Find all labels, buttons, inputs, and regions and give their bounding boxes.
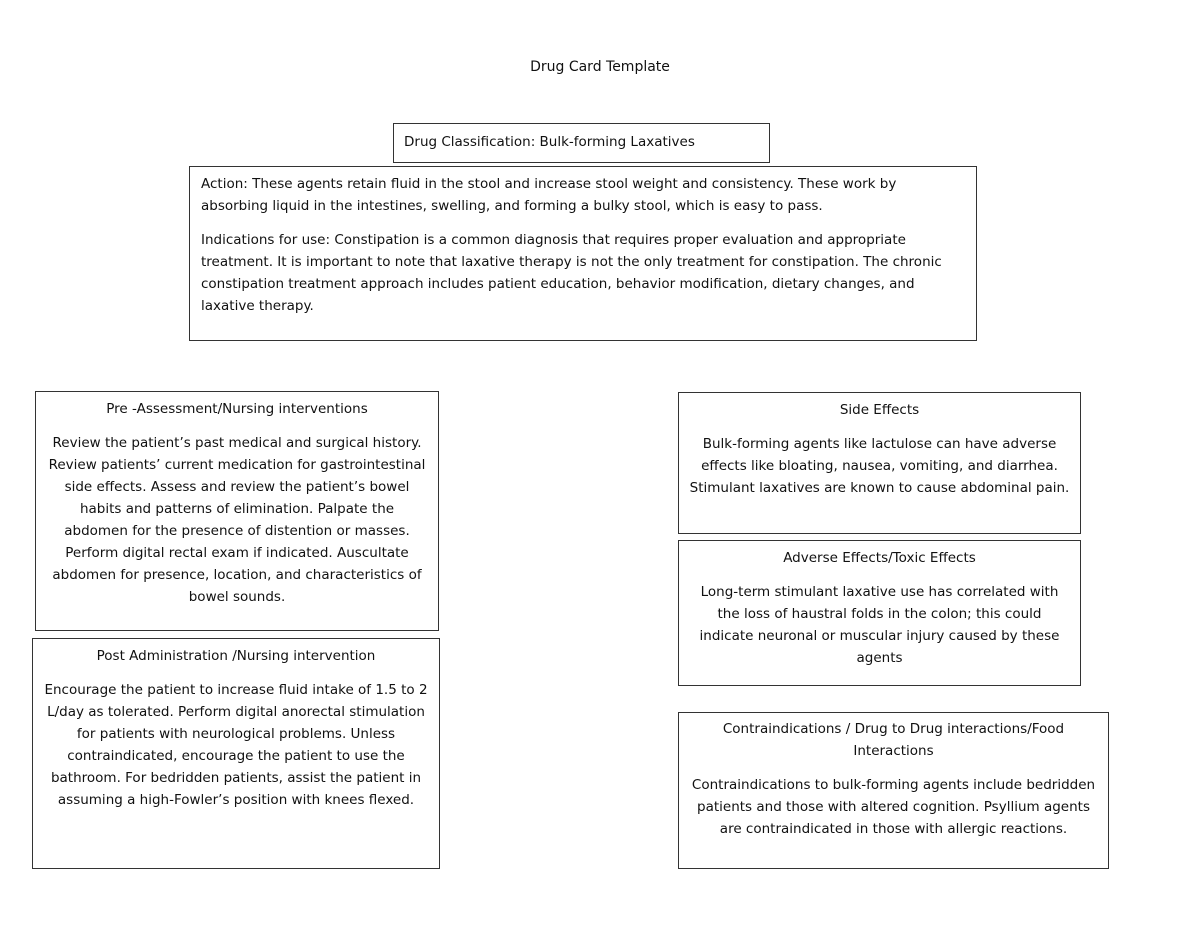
action-text: Action: These agents retain fluid in the stool and increase stool weight and consistency. These work by absorbing liquid in the intestines, swelling, and forming a bulky stool, which is easy to pass. — [201, 176, 897, 214]
adverse-effects-body: Long-term stimulant laxative use has correlated with the loss of haustral folds in the colon; this could indicate neuronal or muscular injury caused by these agents — [699, 584, 1060, 666]
contraindications-body: Contraindications to bulk-forming agents include bedridden patients and those with altered cognition. Psyllium agents are contraindicated in those with allergic reactions. — [691, 777, 1096, 837]
side-effects-heading: Side Effects — [839, 402, 920, 418]
drug-classification-text: Drug Classification: Bulk-forming Laxatives — [404, 134, 695, 150]
indications-text: Indications for use: Constipation is a common diagnosis that requires proper evaluation and appropriate treatment. It is important to note that laxative therapy is not the only treatment for constipation. The chronic constipation treatment approach includes patient education, behavior modification, dietary changes, and laxative therapy. — [201, 232, 942, 314]
side-effects-body: Bulk-forming agents like lactulose can have adverse effects like bloating, nausea, vomiting, and diarrhea. Stimulant laxatives are known to cause abdominal pain. — [689, 436, 1070, 496]
page-title: Drug Card Template — [530, 59, 670, 75]
adverse-effects-heading: Adverse Effects/Toxic Effects — [783, 550, 976, 566]
post-administration-heading: Post Administration /Nursing intervention — [96, 648, 376, 664]
drug-classification-box — [393, 123, 770, 163]
pre-assessment-body: Review the patient’s past medical and surgical history. Review patients’ current medication for gastrointestinal side effects. Assess and review the patient’s bowel habits and patterns of elimination. Palpate the abdomen for the presence of distention or masses. Perform digital rectal exam if indicated. Auscultate abdomen for presence, location, and characteristics of bowel sounds. — [48, 435, 426, 605]
pre-assessment-heading: Pre -Assessment/Nursing interventions — [106, 401, 368, 417]
pre-assessment-box — [35, 391, 439, 631]
post-administration-body: Encourage the patient to increase fluid intake of 1.5 to 2 L/day as tolerated. Perform digital anorectal stimulation for patients with neurological problems. Unless contraindicated, encourage the patient to use the bathroom. For bedridden patients, assist the patient in assuming a high-Fowler’s position with knees flexed. — [44, 682, 428, 808]
action-indications-box — [189, 166, 977, 341]
side-effects-box — [678, 392, 1081, 534]
adverse-effects-box — [678, 540, 1081, 686]
post-administration-box — [32, 638, 440, 869]
contraindications-heading: Contraindications / Drug to Drug interactions/Food Interactions — [722, 721, 1065, 759]
contraindications-box — [678, 712, 1109, 869]
